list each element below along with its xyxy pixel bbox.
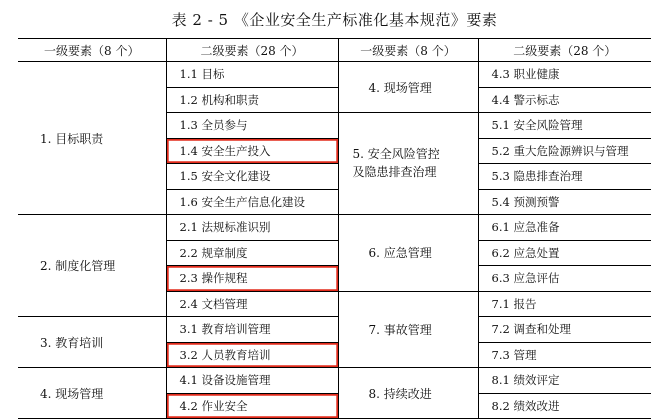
right-item-5-3 [478,164,651,190]
table-row [18,368,651,394]
left-item-2-3 [166,266,338,292]
right-group-6 [338,215,478,292]
left-group-2-label: 2. 制度化管理 [40,259,116,273]
left-group-4-label: 4. 现场管理 [40,386,104,401]
table-row [18,62,651,88]
left-item-3-1 [166,317,338,343]
right-item-7-3-label: 7.3 管理 [491,347,537,362]
right-item-5-4-label: 5.4 预测预警 [491,194,560,209]
elements-table [18,38,651,419]
table-row [18,215,651,241]
right-group-5-label-line2: 及隐患排查治理 [352,164,437,179]
left-item-1-4-label: 1.4 安全生产投入 [179,143,271,158]
right-item-8-1 [478,368,651,394]
left-group-1 [18,62,166,215]
right-item-7-1 [478,291,651,317]
left-item-1-3 [166,113,338,139]
right-item-4-3 [478,62,651,88]
left-item-2-2 [166,240,338,266]
right-item-7-1-label: 7.1 报告 [491,296,537,311]
left-item-1-2 [166,87,338,113]
right-group-8 [338,368,478,419]
left-item-3-1-label: 3.1 教育培训管理 [179,322,271,337]
table-row [18,317,651,343]
page-title: 表 2 - 5 《企业安全生产标准化基本规范》要素 [171,11,498,29]
right-group-5-label [339,146,478,181]
right-item-6-2-label: 6.2 应急处置 [491,245,560,260]
left-item-1-2-label: 1.2 机构和职责 [179,92,259,107]
right-item-5-3-label: 5.3 隐患排查治理 [491,169,583,184]
right-group-5 [338,113,478,215]
right-item-7-2-label: 7.2 调查和处理 [491,322,571,337]
right-item-4-4-label: 4.4 警示标志 [491,92,560,107]
right-item-5-2-label: 5.2 重大危险源辨识与管理 [491,143,629,158]
right-item-6-3-label: 6.3 应急评估 [491,271,560,286]
left-item-1-6 [166,189,338,215]
left-item-2-3-label: 2.3 操作规程 [179,271,248,286]
right-group-7 [338,291,478,368]
left-item-4-1 [166,368,338,394]
header-left-level2: 二级要素（28 个） [166,39,338,62]
right-item-8-2-label: 8.2 绩效改进 [491,398,560,413]
right-group-4-label: 4. 现场管理 [368,80,432,95]
left-item-2-2-label: 2.2 规章制度 [179,245,248,260]
left-group-3-label: 3. 教育培训 [40,335,104,350]
header-right-level1: 一级要素（8 个） [338,39,478,62]
left-item-2-4-label: 2.4 文档管理 [179,296,248,311]
left-group-4 [18,368,166,419]
header-left-level1: 一级要素（8 个） [18,39,166,62]
left-item-3-2-label: 3.2 人员教育培训 [179,347,271,362]
right-item-5-2 [478,138,651,164]
table-header-row [18,39,651,62]
right-item-5-1 [478,113,651,139]
left-group-2 [18,215,166,317]
left-item-1-1 [166,62,338,88]
right-item-5-4 [478,189,651,215]
left-item-4-2-label: 4.2 作业安全 [179,398,248,413]
left-group-3 [18,317,166,368]
right-item-4-4 [478,87,651,113]
left-item-4-2 [166,393,338,419]
right-item-8-2 [478,393,651,419]
right-item-6-1 [478,215,651,241]
left-item-4-1-label: 4.1 设备设施管理 [179,373,271,388]
right-item-7-3 [478,342,651,368]
left-item-1-3-label: 1.3 全员参与 [179,118,248,133]
right-group-6-label: 6. 应急管理 [368,246,432,261]
right-item-4-3-label: 4.3 职业健康 [491,67,560,82]
right-item-7-2 [478,317,651,343]
right-group-5-label-line1: 5. 安全风险管控 [352,147,440,162]
left-item-2-1 [166,215,338,241]
left-item-2-4 [166,291,338,317]
left-item-2-1-label: 2.1 法规标准识别 [179,220,271,235]
left-group-1-label: 1. 目标职责 [40,131,104,146]
right-group-7-label: 7. 事故管理 [368,322,432,337]
left-item-1-5 [166,164,338,190]
right-group-4 [338,62,478,113]
left-item-1-5-label: 1.5 安全文化建设 [179,169,271,184]
right-item-6-2 [478,240,651,266]
left-item-1-6-label: 1.6 安全生产信息化建设 [179,194,305,209]
right-group-8-label: 8. 持续改进 [368,386,432,401]
left-item-3-2 [166,342,338,368]
right-item-6-1-label: 6.1 应急准备 [491,220,560,235]
header-right-level2: 二级要素（28 个） [478,39,651,62]
right-item-5-1-label: 5.1 安全风险管理 [491,118,583,133]
right-item-6-3 [478,266,651,292]
left-item-1-4 [166,138,338,164]
left-item-1-1-label: 1.1 目标 [179,67,225,82]
right-item-8-1-label: 8.1 绩效评定 [491,373,560,388]
